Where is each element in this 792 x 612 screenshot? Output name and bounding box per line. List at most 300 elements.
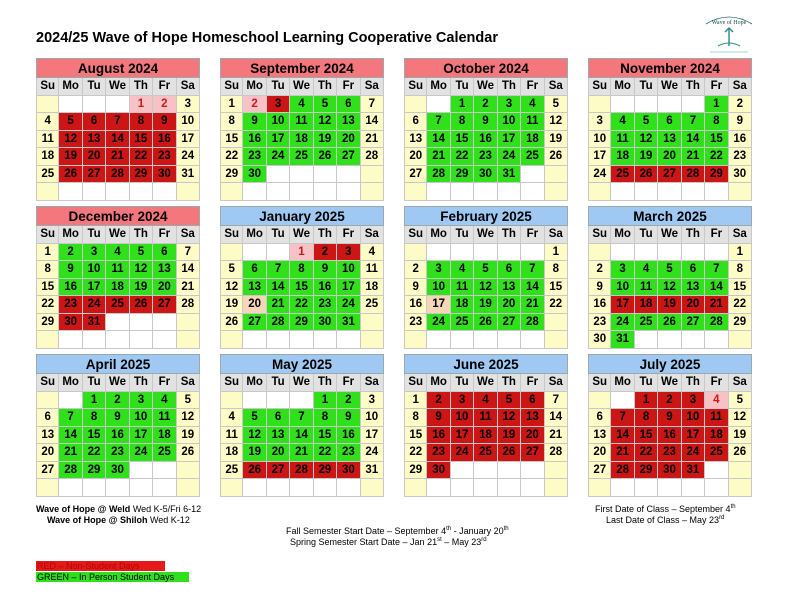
day-cell: 17 bbox=[498, 131, 521, 149]
day-cell: 19 bbox=[545, 131, 568, 149]
empty-cell bbox=[404, 96, 427, 114]
day-cell: 29 bbox=[36, 314, 59, 332]
empty-cell bbox=[682, 244, 705, 262]
empty-cell bbox=[705, 183, 728, 201]
day-cell: 25 bbox=[220, 462, 243, 480]
empty-cell bbox=[106, 183, 129, 201]
empty-cell bbox=[545, 462, 568, 480]
empty-cell bbox=[474, 183, 497, 201]
day-cell: 10 bbox=[498, 113, 521, 131]
weekday-header: Mo bbox=[611, 78, 634, 96]
day-cell: 24 bbox=[130, 444, 153, 462]
weekday-header: Sa bbox=[361, 226, 384, 244]
day-cell: 29 bbox=[705, 166, 728, 184]
day-cell: 14 bbox=[106, 131, 129, 149]
day-cell: 3 bbox=[588, 113, 611, 131]
day-cell: 9 bbox=[153, 113, 176, 131]
day-cell: 2 bbox=[106, 392, 129, 410]
day-cell: 3 bbox=[611, 261, 634, 279]
day-cell: 7 bbox=[682, 113, 705, 131]
day-cell: 21 bbox=[611, 444, 634, 462]
day-cell: 28 bbox=[59, 462, 82, 480]
day-cell: 28 bbox=[267, 314, 290, 332]
shiloh-name: Wave of Hope @ Shiloh bbox=[47, 515, 148, 525]
day-cell: 8 bbox=[314, 409, 337, 427]
day-cell: 25 bbox=[106, 296, 129, 314]
day-cell: 11 bbox=[635, 279, 658, 297]
empty-cell bbox=[153, 183, 176, 201]
day-cell: 7 bbox=[611, 409, 634, 427]
day-cell: 10 bbox=[337, 261, 360, 279]
weekday-header: Mo bbox=[59, 374, 82, 392]
empty-cell bbox=[83, 331, 106, 349]
empty-cell bbox=[635, 244, 658, 262]
day-cell: 23 bbox=[243, 148, 266, 166]
day-cell: 15 bbox=[290, 279, 313, 297]
day-cell: 14 bbox=[545, 409, 568, 427]
day-cell: 22 bbox=[83, 444, 106, 462]
day-cell: 25 bbox=[361, 296, 384, 314]
day-cell: 8 bbox=[451, 113, 474, 131]
day-cell: 18 bbox=[521, 131, 544, 149]
day-cell: 2 bbox=[427, 392, 450, 410]
day-cell: 8 bbox=[635, 409, 658, 427]
day-cell: 8 bbox=[545, 261, 568, 279]
empty-cell bbox=[314, 183, 337, 201]
weekday-header: Tu bbox=[83, 374, 106, 392]
day-cell: 15 bbox=[545, 279, 568, 297]
weekday-header: Th bbox=[682, 226, 705, 244]
day-cell: 29 bbox=[314, 462, 337, 480]
empty-cell bbox=[177, 462, 200, 480]
day-cell: 25 bbox=[611, 166, 634, 184]
day-cell: 27 bbox=[682, 314, 705, 332]
empty-cell bbox=[521, 183, 544, 201]
day-cell: 12 bbox=[59, 131, 82, 149]
day-cell: 17 bbox=[267, 131, 290, 149]
day-cell: 1 bbox=[705, 96, 728, 114]
day-cell: 6 bbox=[83, 113, 106, 131]
weekday-header: Fr bbox=[337, 78, 360, 96]
day-cell: 3 bbox=[177, 96, 200, 114]
day-cell: 2 bbox=[59, 244, 82, 262]
empty-cell bbox=[451, 462, 474, 480]
day-cell: 8 bbox=[83, 409, 106, 427]
day-cell: 16 bbox=[474, 131, 497, 149]
weekday-header: Sa bbox=[361, 374, 384, 392]
empty-cell bbox=[267, 183, 290, 201]
day-cell: 17 bbox=[588, 148, 611, 166]
day-cell: 27 bbox=[658, 166, 681, 184]
day-cell: 6 bbox=[498, 261, 521, 279]
day-cell: 29 bbox=[83, 462, 106, 480]
weekday-header: Mo bbox=[59, 226, 82, 244]
day-cell: 4 bbox=[611, 113, 634, 131]
month-9 bbox=[220, 354, 384, 497]
day-cell: 1 bbox=[220, 96, 243, 114]
day-cell: 22 bbox=[705, 148, 728, 166]
day-cell: 24 bbox=[611, 314, 634, 332]
empty-cell bbox=[658, 331, 681, 349]
day-cell: 10 bbox=[588, 131, 611, 149]
day-cell: 25 bbox=[474, 444, 497, 462]
weekday-header: Su bbox=[588, 374, 611, 392]
fall-semester-dates bbox=[286, 526, 509, 536]
day-cell: 24 bbox=[682, 444, 705, 462]
day-cell: 25 bbox=[290, 148, 313, 166]
day-cell: 7 bbox=[521, 261, 544, 279]
day-cell: 23 bbox=[153, 148, 176, 166]
day-cell: 21 bbox=[427, 148, 450, 166]
empty-cell bbox=[427, 479, 450, 497]
day-cell: 16 bbox=[404, 296, 427, 314]
fall-sup-a: th bbox=[446, 526, 452, 532]
day-cell: 16 bbox=[588, 296, 611, 314]
empty-cell bbox=[130, 183, 153, 201]
day-cell: 27 bbox=[83, 166, 106, 184]
empty-cell bbox=[290, 166, 313, 184]
empty-cell bbox=[451, 244, 474, 262]
weekday-header: We bbox=[474, 374, 497, 392]
empty-cell bbox=[106, 331, 129, 349]
empty-cell bbox=[177, 314, 200, 332]
empty-cell bbox=[427, 244, 450, 262]
empty-cell bbox=[611, 96, 634, 114]
first-class-sup: th bbox=[730, 504, 736, 510]
weekday-header: Th bbox=[682, 374, 705, 392]
day-cell: 19 bbox=[474, 296, 497, 314]
day-cell: 4 bbox=[635, 261, 658, 279]
day-cell: 13 bbox=[404, 131, 427, 149]
day-cell: 8 bbox=[404, 409, 427, 427]
wave-of-hope-logo bbox=[700, 12, 758, 58]
empty-cell bbox=[705, 331, 728, 349]
day-cell: 9 bbox=[59, 261, 82, 279]
day-cell: 13 bbox=[337, 113, 360, 131]
day-cell: 12 bbox=[658, 279, 681, 297]
day-cell: 23 bbox=[337, 444, 360, 462]
day-cell: 27 bbox=[36, 462, 59, 480]
day-cell: 28 bbox=[611, 462, 634, 480]
day-cell: 4 bbox=[705, 392, 728, 410]
empty-cell bbox=[290, 331, 313, 349]
month-days-grid bbox=[404, 226, 568, 349]
day-cell: 15 bbox=[130, 131, 153, 149]
empty-cell bbox=[130, 462, 153, 480]
logo-text: Wave of Hope bbox=[711, 20, 747, 26]
empty-cell bbox=[729, 462, 752, 480]
legend-red: RED – Non-Student Days bbox=[36, 561, 165, 571]
day-cell: 7 bbox=[59, 409, 82, 427]
day-cell: 26 bbox=[177, 444, 200, 462]
month-title: August 2024 bbox=[36, 58, 200, 78]
day-cell: 20 bbox=[243, 296, 266, 314]
month-title: March 2025 bbox=[588, 206, 752, 226]
empty-cell bbox=[474, 479, 497, 497]
day-cell: 31 bbox=[611, 331, 634, 349]
fall-text-a: Fall Semester Start Date – September 4 bbox=[286, 526, 447, 536]
day-cell: 7 bbox=[290, 409, 313, 427]
day-cell: 19 bbox=[177, 427, 200, 445]
empty-cell bbox=[658, 479, 681, 497]
day-cell: 10 bbox=[361, 409, 384, 427]
day-cell: 24 bbox=[83, 296, 106, 314]
day-cell: 13 bbox=[498, 279, 521, 297]
empty-cell bbox=[474, 462, 497, 480]
day-cell: 10 bbox=[611, 279, 634, 297]
day-cell: 20 bbox=[267, 444, 290, 462]
empty-cell bbox=[361, 166, 384, 184]
day-cell: 12 bbox=[545, 113, 568, 131]
spring-text-a: Spring Semester Start Date – Jan 21 bbox=[290, 537, 438, 547]
day-cell: 14 bbox=[611, 427, 634, 445]
day-cell: 14 bbox=[705, 279, 728, 297]
day-cell: 15 bbox=[451, 131, 474, 149]
day-cell: 11 bbox=[474, 409, 497, 427]
day-cell: 17 bbox=[337, 279, 360, 297]
day-cell: 7 bbox=[106, 113, 129, 131]
day-cell: 5 bbox=[658, 261, 681, 279]
weekday-header: Fr bbox=[153, 374, 176, 392]
empty-cell bbox=[267, 166, 290, 184]
day-cell: 17 bbox=[611, 296, 634, 314]
day-cell: 22 bbox=[130, 148, 153, 166]
weekday-header: Tu bbox=[83, 226, 106, 244]
empty-cell bbox=[498, 462, 521, 480]
day-cell: 15 bbox=[83, 427, 106, 445]
day-cell: 13 bbox=[682, 279, 705, 297]
day-cell: 30 bbox=[59, 314, 82, 332]
day-cell: 1 bbox=[404, 392, 427, 410]
empty-cell bbox=[36, 96, 59, 114]
last-class-sup: rd bbox=[719, 515, 725, 521]
month-title: November 2024 bbox=[588, 58, 752, 78]
weekday-header: Sa bbox=[177, 226, 200, 244]
day-cell: 25 bbox=[451, 314, 474, 332]
shiloh-detail: Wed K-12 bbox=[149, 515, 190, 525]
weekday-header: Fr bbox=[705, 78, 728, 96]
day-cell: 13 bbox=[267, 427, 290, 445]
day-cell: 22 bbox=[314, 444, 337, 462]
day-cell: 2 bbox=[588, 261, 611, 279]
weekday-header: Sa bbox=[545, 374, 568, 392]
day-cell: 30 bbox=[153, 166, 176, 184]
day-cell: 6 bbox=[267, 409, 290, 427]
day-cell: 8 bbox=[36, 261, 59, 279]
month-title: December 2024 bbox=[36, 206, 200, 226]
day-cell: 9 bbox=[314, 261, 337, 279]
day-cell: 3 bbox=[130, 392, 153, 410]
day-cell: 11 bbox=[106, 261, 129, 279]
day-cell: 16 bbox=[314, 279, 337, 297]
day-cell: 15 bbox=[36, 279, 59, 297]
day-cell: 4 bbox=[36, 113, 59, 131]
weekday-header: Tu bbox=[451, 374, 474, 392]
empty-cell bbox=[588, 96, 611, 114]
day-cell: 3 bbox=[83, 244, 106, 262]
day-cell: 26 bbox=[243, 462, 266, 480]
day-cell: 28 bbox=[427, 166, 450, 184]
weekday-header: Fr bbox=[337, 374, 360, 392]
day-cell: 29 bbox=[635, 462, 658, 480]
empty-cell bbox=[588, 183, 611, 201]
weekday-header: We bbox=[106, 226, 129, 244]
day-cell: 1 bbox=[635, 392, 658, 410]
weld-name: Wave of Hope @ Weld bbox=[36, 504, 131, 514]
day-cell: 26 bbox=[474, 314, 497, 332]
empty-cell bbox=[59, 96, 82, 114]
empty-cell bbox=[106, 96, 129, 114]
day-cell: 21 bbox=[361, 131, 384, 149]
weekday-header: We bbox=[474, 78, 497, 96]
weekday-header: We bbox=[106, 374, 129, 392]
day-cell: 12 bbox=[220, 279, 243, 297]
day-cell: 29 bbox=[729, 314, 752, 332]
day-cell: 19 bbox=[220, 296, 243, 314]
month-2 bbox=[404, 58, 568, 201]
weekday-header: Su bbox=[220, 226, 243, 244]
day-cell: 18 bbox=[153, 427, 176, 445]
weekday-header: Fr bbox=[153, 226, 176, 244]
day-cell: 20 bbox=[588, 444, 611, 462]
month-10 bbox=[404, 354, 568, 497]
spring-sup-a: st bbox=[437, 537, 442, 543]
day-cell: 3 bbox=[498, 96, 521, 114]
empty-cell bbox=[220, 392, 243, 410]
empty-cell bbox=[474, 244, 497, 262]
day-cell: 25 bbox=[705, 444, 728, 462]
day-cell: 16 bbox=[427, 427, 450, 445]
day-cell: 18 bbox=[474, 427, 497, 445]
day-cell: 20 bbox=[153, 279, 176, 297]
weekday-header: Fr bbox=[153, 78, 176, 96]
day-cell: 21 bbox=[267, 296, 290, 314]
day-cell: 1 bbox=[36, 244, 59, 262]
day-cell: 28 bbox=[521, 314, 544, 332]
month-title: April 2025 bbox=[36, 354, 200, 374]
day-cell: 1 bbox=[290, 244, 313, 262]
day-cell: 19 bbox=[729, 427, 752, 445]
weekday-header: Tu bbox=[451, 78, 474, 96]
day-cell: 22 bbox=[729, 296, 752, 314]
day-cell: 15 bbox=[635, 427, 658, 445]
empty-cell bbox=[220, 331, 243, 349]
day-cell: 13 bbox=[36, 427, 59, 445]
day-cell: 22 bbox=[451, 148, 474, 166]
day-cell: 1 bbox=[451, 96, 474, 114]
weekday-header: We bbox=[474, 226, 497, 244]
day-cell: 30 bbox=[474, 166, 497, 184]
day-cell: 3 bbox=[682, 392, 705, 410]
empty-cell bbox=[729, 331, 752, 349]
day-cell: 30 bbox=[427, 462, 450, 480]
day-cell: 12 bbox=[635, 131, 658, 149]
day-cell: 4 bbox=[153, 392, 176, 410]
last-class-text: Last Date of Class – May 23 bbox=[606, 515, 720, 525]
day-cell: 28 bbox=[682, 166, 705, 184]
day-cell: 21 bbox=[521, 296, 544, 314]
day-cell: 30 bbox=[588, 331, 611, 349]
month-7 bbox=[588, 206, 752, 349]
day-cell: 9 bbox=[588, 279, 611, 297]
empty-cell bbox=[243, 479, 266, 497]
day-cell: 30 bbox=[243, 166, 266, 184]
day-cell: 3 bbox=[337, 244, 360, 262]
day-cell: 18 bbox=[451, 296, 474, 314]
day-cell: 25 bbox=[36, 166, 59, 184]
day-cell: 2 bbox=[314, 244, 337, 262]
day-cell: 5 bbox=[498, 392, 521, 410]
day-cell: 5 bbox=[474, 261, 497, 279]
empty-cell bbox=[611, 479, 634, 497]
empty-cell bbox=[361, 183, 384, 201]
empty-cell bbox=[106, 479, 129, 497]
empty-cell bbox=[427, 183, 450, 201]
weekday-header: Fr bbox=[705, 226, 728, 244]
weekday-header: Th bbox=[130, 226, 153, 244]
day-cell: 21 bbox=[59, 444, 82, 462]
weekday-header: Tu bbox=[267, 226, 290, 244]
empty-cell bbox=[545, 183, 568, 201]
empty-cell bbox=[729, 183, 752, 201]
day-cell: 19 bbox=[498, 427, 521, 445]
day-cell: 11 bbox=[153, 409, 176, 427]
day-cell: 21 bbox=[106, 148, 129, 166]
day-cell: 11 bbox=[611, 131, 634, 149]
empty-cell bbox=[611, 244, 634, 262]
weekday-header: We bbox=[658, 226, 681, 244]
page-title: 2024/25 Wave of Hope Homeschool Learning Cooperative Calendar bbox=[36, 30, 498, 46]
day-cell: 4 bbox=[361, 244, 384, 262]
day-cell: 15 bbox=[729, 279, 752, 297]
day-cell: 8 bbox=[220, 113, 243, 131]
day-cell: 4 bbox=[106, 244, 129, 262]
weekday-header: Th bbox=[314, 226, 337, 244]
day-cell: 24 bbox=[451, 444, 474, 462]
weekday-header: Su bbox=[588, 78, 611, 96]
empty-cell bbox=[705, 479, 728, 497]
day-cell: 10 bbox=[682, 409, 705, 427]
day-cell: 22 bbox=[404, 444, 427, 462]
day-cell: 19 bbox=[635, 148, 658, 166]
empty-cell bbox=[177, 479, 200, 497]
weekday-header: Su bbox=[36, 226, 59, 244]
month-5 bbox=[220, 206, 384, 349]
empty-cell bbox=[682, 479, 705, 497]
day-cell: 29 bbox=[290, 314, 313, 332]
empty-cell bbox=[220, 244, 243, 262]
day-cell: 28 bbox=[177, 296, 200, 314]
day-cell: 16 bbox=[59, 279, 82, 297]
day-cell: 24 bbox=[361, 444, 384, 462]
month-days-grid bbox=[588, 374, 752, 497]
empty-cell bbox=[83, 183, 106, 201]
day-cell: 23 bbox=[658, 444, 681, 462]
empty-cell bbox=[588, 244, 611, 262]
month-days-grid bbox=[404, 78, 568, 201]
day-cell: 21 bbox=[290, 444, 313, 462]
day-cell: 21 bbox=[177, 279, 200, 297]
day-cell: 17 bbox=[83, 279, 106, 297]
weekday-header: Mo bbox=[611, 226, 634, 244]
weekday-header: We bbox=[290, 226, 313, 244]
day-cell: 2 bbox=[404, 261, 427, 279]
day-cell: 13 bbox=[83, 131, 106, 149]
weekday-header: Th bbox=[498, 374, 521, 392]
day-cell: 20 bbox=[36, 444, 59, 462]
weekday-header: Su bbox=[404, 78, 427, 96]
day-cell: 27 bbox=[337, 148, 360, 166]
